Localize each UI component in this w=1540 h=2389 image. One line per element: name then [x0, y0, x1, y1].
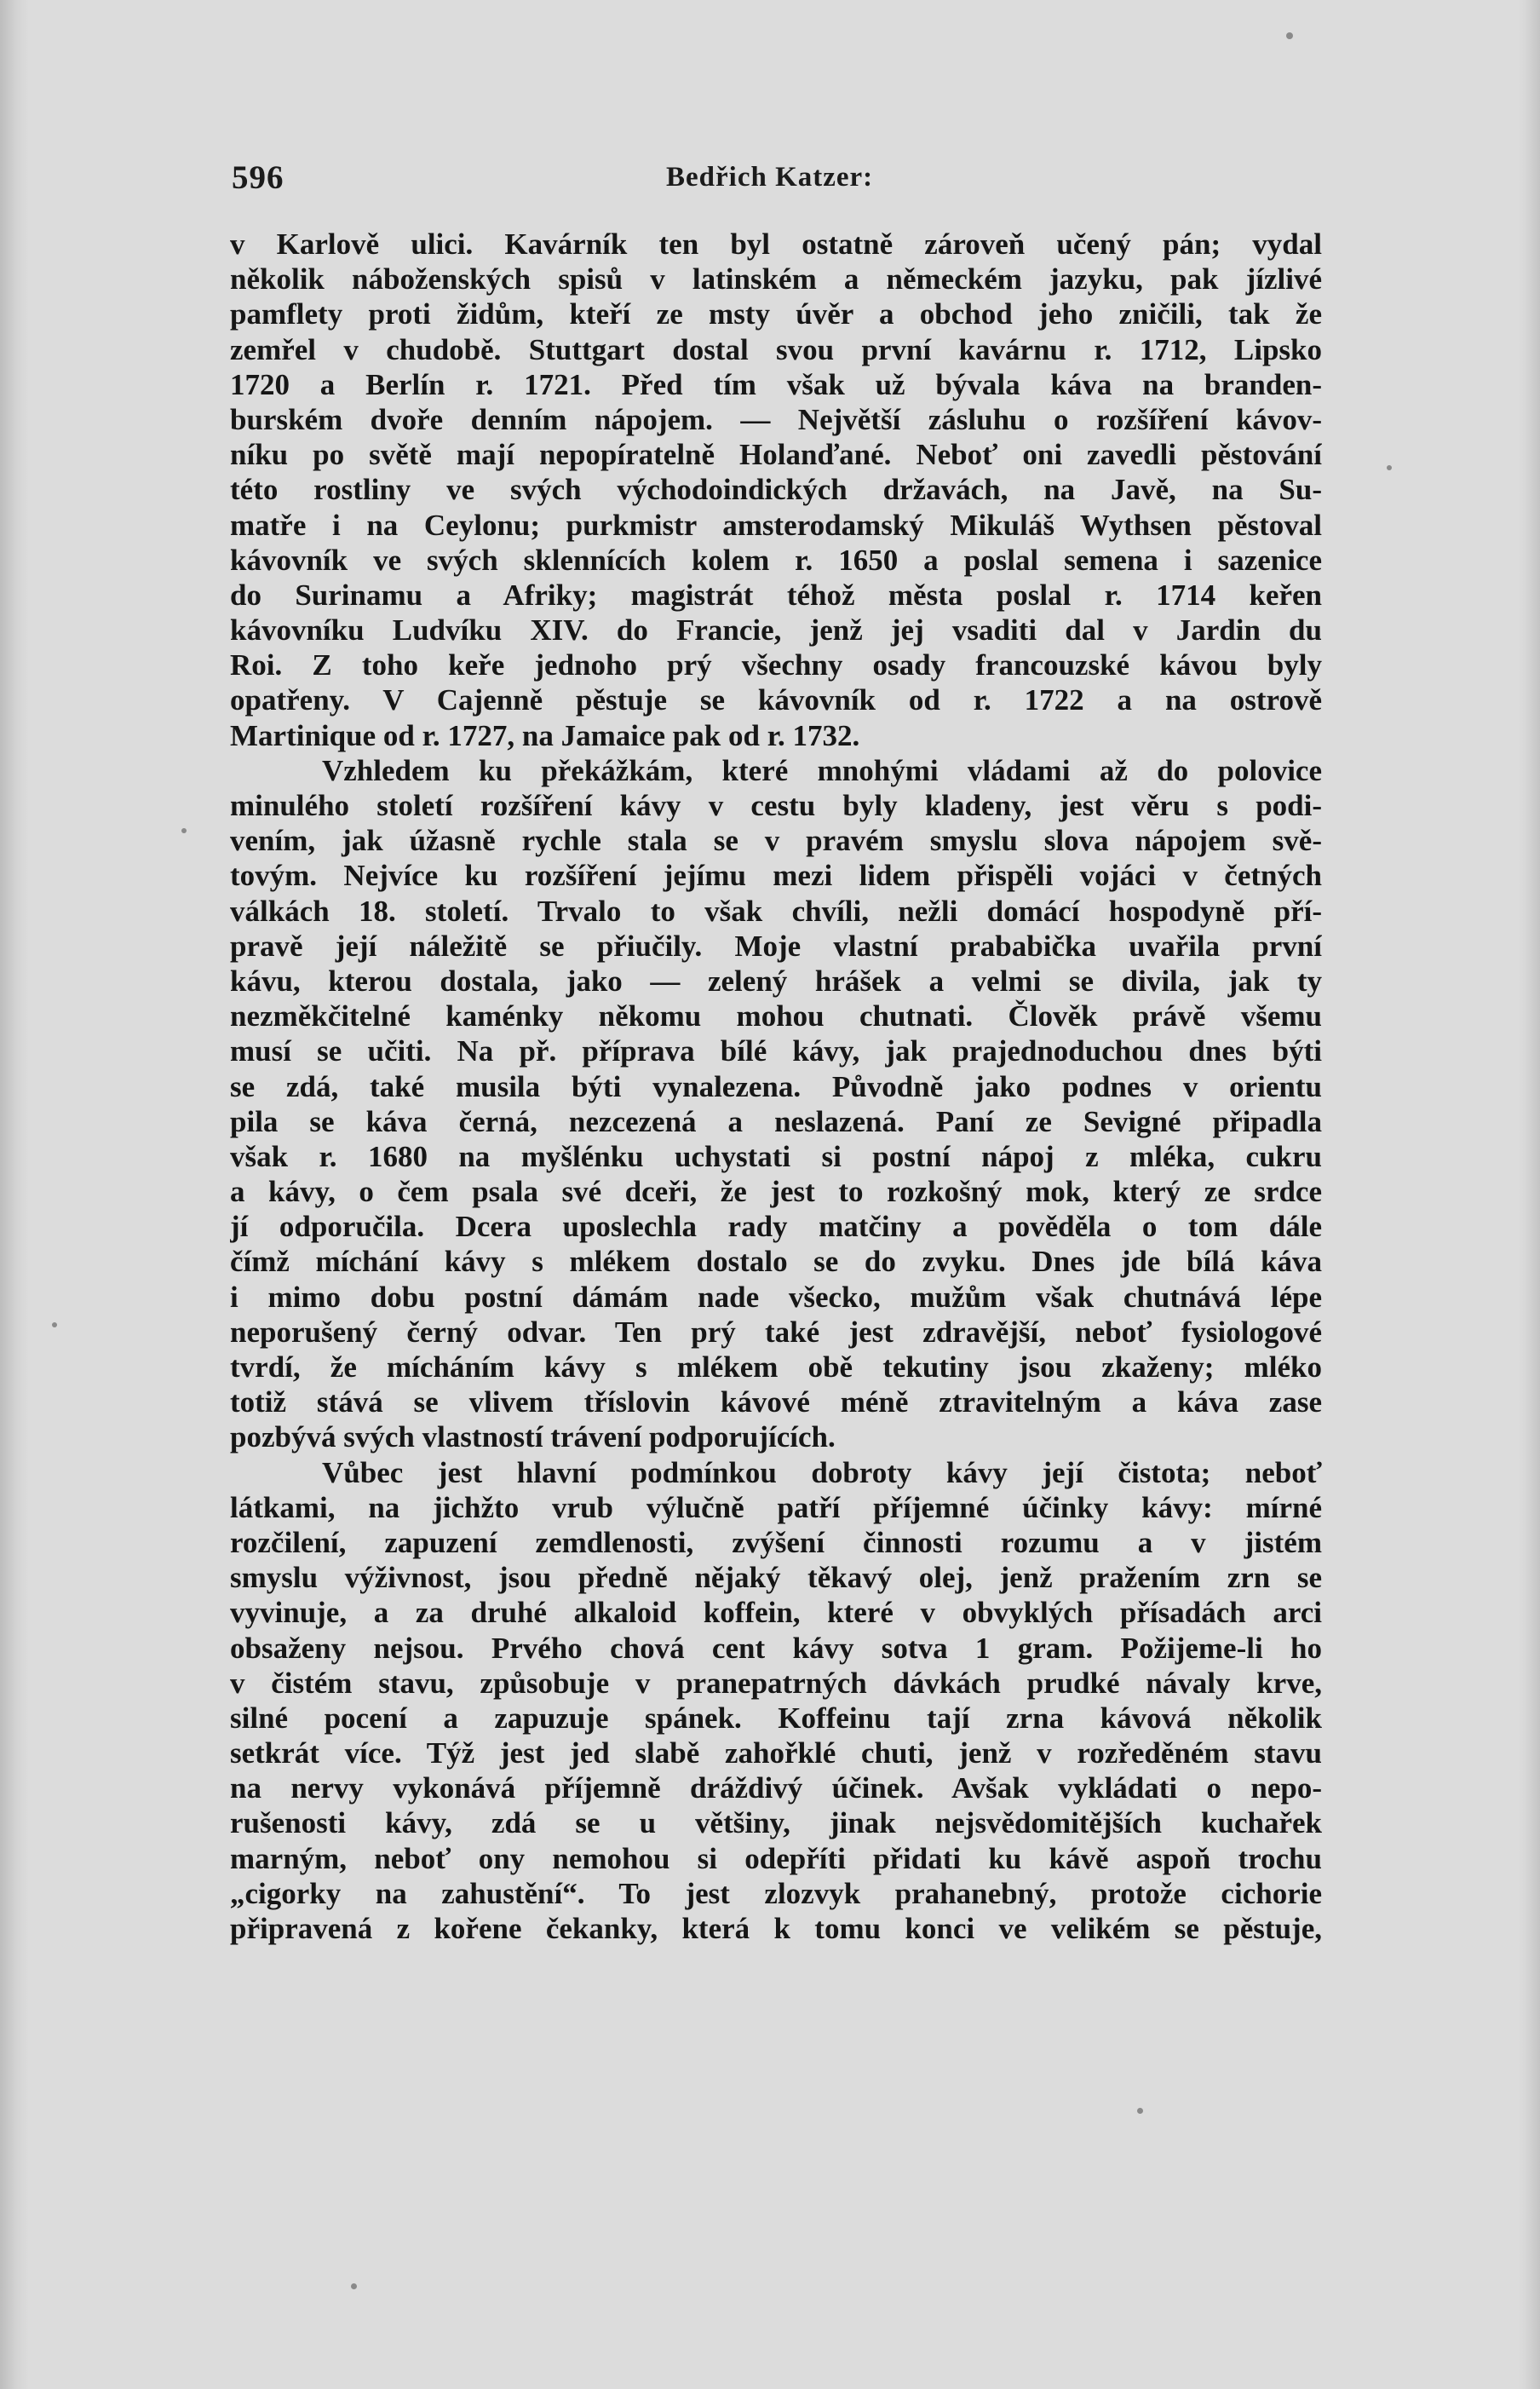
text-line: vením, jak úžasně rychle stala se v pravém smyslu slova nápojem svě- [230, 824, 1322, 858]
text-line: v čistém stavu, způsobuje v pranepatrných dávkách prudké návaly krve, [230, 1666, 1322, 1700]
text-line: musí se učiti. Na př. příprava bílé kávy, jak prajednoduchou dnes býti [230, 1034, 1322, 1068]
text-line: totiž stává se vlivem tříslovin kávové méně ztravitelným a káva zase [230, 1385, 1322, 1419]
paragraph-end-line: Martinique od r. 1727, na Jamaice pak od r. 1732. [230, 718, 860, 752]
text-line: vyvinuje, a za druhé alkaloid koffein, které v obvyklých přísadách arci [230, 1596, 1322, 1630]
text-line: této rostliny ve svých východoindických državách, na Javě, na Su- [230, 473, 1322, 507]
text-line: rušenosti kávy, zdá se u většiny, jinak nejsvědomitějších kuchařek [230, 1806, 1322, 1840]
text-line: na nervy vykonává příjemně dráždivý účinek. Avšak vykládati o nepo- [230, 1771, 1322, 1805]
text-line: neporušený černý odvar. Ten prý také jest zdravější, neboť fysiologové [230, 1315, 1322, 1349]
text-line: do Surinamu a Afriky; magistrát téhož města poslal r. 1714 keřen [230, 578, 1322, 612]
text-line: setkrát více. Týž jest jed slabě zahořklé chuti, jenž v rozředěném stavu [230, 1736, 1322, 1770]
text-line: obsaženy nejsou. Prvého chová cent kávy sotva 1 gram. Požijeme-li ho [230, 1631, 1322, 1665]
text-line: Roi. Z toho keře jednoho prý všechny osady francouzské kávou byly [230, 648, 1322, 682]
text-line: rozčilení, zapuzení zemdlenosti, zvýšení činnosti rozumu a v jistém [230, 1525, 1322, 1559]
text-line: a kávy, o čem psala své dceři, že jest to rozkošný mok, který ze srdce [230, 1175, 1322, 1209]
text-line: kávovník ve svých sklennících kolem r. 1650 a poslal semena i sazenice [230, 543, 1322, 577]
paragraph-start-line: Vůbec jest hlavní podmínkou dobroty kávy její čistota; neboť [322, 1455, 1322, 1489]
text-line: marným, neboť ony nemohou si odepříti přidati ku kávě aspoň trochu [230, 1841, 1322, 1875]
text-line: pila se káva černá, nezcezená a neslazená. Paní ze Sevigné připadla [230, 1104, 1322, 1138]
text-line: válkách 18. století. Trvalo to však chvíli, nežli domácí hospodyně pří- [230, 894, 1322, 928]
scan-left-edge [0, 0, 29, 2389]
scan-speck [351, 2283, 357, 2289]
text-line: zemřel v chudobě. Stuttgart dostal svou první kavárnu r. 1712, Lipsko [230, 332, 1322, 366]
text-line: připravená z kořene čekanky, která k tomu konci ve velikém se pěstuje, [230, 1912, 1322, 1945]
text-line: minulého století rozšíření kávy v cestu byly kladeny, jest věru s podi- [230, 789, 1322, 822]
text-line: v Karlově ulici. Kavárník ten byl ostatně zároveň učený pán; vydal [230, 227, 1322, 261]
text-line: však r. 1680 na myšlénku uchystati si postní nápoj z mléka, cukru [230, 1139, 1322, 1173]
text-line: látkami, na jichžto vrub výlučně patří příjemné účinky kávy: mírné [230, 1490, 1322, 1524]
text-body [230, 227, 1322, 2067]
text-line: několik náboženských spisů v latinském a německém jazyku, pak jízlivé [230, 262, 1322, 296]
scan-speck [1286, 32, 1293, 39]
text-line: pravě její náležitě se přiučily. Moje vlastní prababička uvařila první [230, 929, 1322, 963]
text-line: „cigorky na zahustění“. To jest zlozvyk prahanebný, protože cichorie [230, 1876, 1322, 1910]
page-header [232, 158, 1322, 206]
text-line: níku po světě mají nepopíratelně Holanďané. Neboť oni zavedli pěstování [230, 438, 1322, 472]
scan-speck [181, 828, 187, 833]
text-line: čímž míchání kávy s mlékem dostalo se do zvyku. Dnes jde bílá káva [230, 1245, 1322, 1279]
text-line: se zdá, také musila býti vynalezena. Původně jako podnes v orientu [230, 1069, 1322, 1103]
text-line: silné pocení a zapuzuje spánek. Koffeinu tají zrna kávová několik [230, 1701, 1322, 1735]
text-line: pamflety proti židům, kteří ze msty úvěr a obchod jeho zničili, tak že [230, 297, 1322, 331]
running-head: Bedřich Katzer: [666, 162, 874, 193]
text-line: kávovníku Ludvíku XIV. do Francie, jenž jej vsaditi dal v Jardin du [230, 613, 1322, 648]
text-line: tovým. Nejvíce ku rozšíření jejímu mezi lidem přispěli vojáci v četných [230, 859, 1322, 893]
text-line: matře i na Ceylonu; purkmistr amsterodamský Mikuláš Wythsen pěstoval [230, 508, 1322, 542]
text-line: i mimo dobu postní dámám nade všecko, mužům však chutnává lépe [230, 1280, 1322, 1314]
page-number: 596 [232, 159, 284, 196]
text-line: kávu, kterou dostala, jako — zelený hrášek a velmi se divila, jak ty [230, 964, 1322, 998]
scan-speck [1387, 465, 1392, 470]
paragraph-end-line: pozbývá svých vlastností trávení podporujících. [230, 1420, 836, 1454]
text-line: jí odporučila. Dcera uposlechla rady matčiny a pověděla o tom dále [230, 1210, 1322, 1244]
scan-right-edge [1518, 0, 1540, 2389]
text-line: tvrdí, že mícháním kávy s mlékem obě tekutiny jsou zkaženy; mléko [230, 1350, 1322, 1384]
text-line: nezměkčitelné kaménky někomu mohou chutnati. Člověk právě všemu [230, 999, 1322, 1033]
scan-speck [1137, 2108, 1143, 2114]
text-line: 1720 a Berlín r. 1721. Před tím však už bývala káva na branden- [230, 367, 1322, 401]
text-line: burském dvoře denním nápojem. — Největší zásluhu o rozšíření kávov- [230, 402, 1322, 436]
paragraph-start-line: Vzhledem ku překážkám, které mnohými vládami až do polovice [322, 753, 1322, 787]
text-line: smyslu výživnost, jsou předně nějaký těkavý olej, jenž pražením zrn se [230, 1561, 1322, 1595]
scan-speck [52, 1322, 57, 1327]
text-line: opatřeny. V Cajenně pěstuje se kávovník od r. 1722 a na ostrově [230, 683, 1322, 717]
